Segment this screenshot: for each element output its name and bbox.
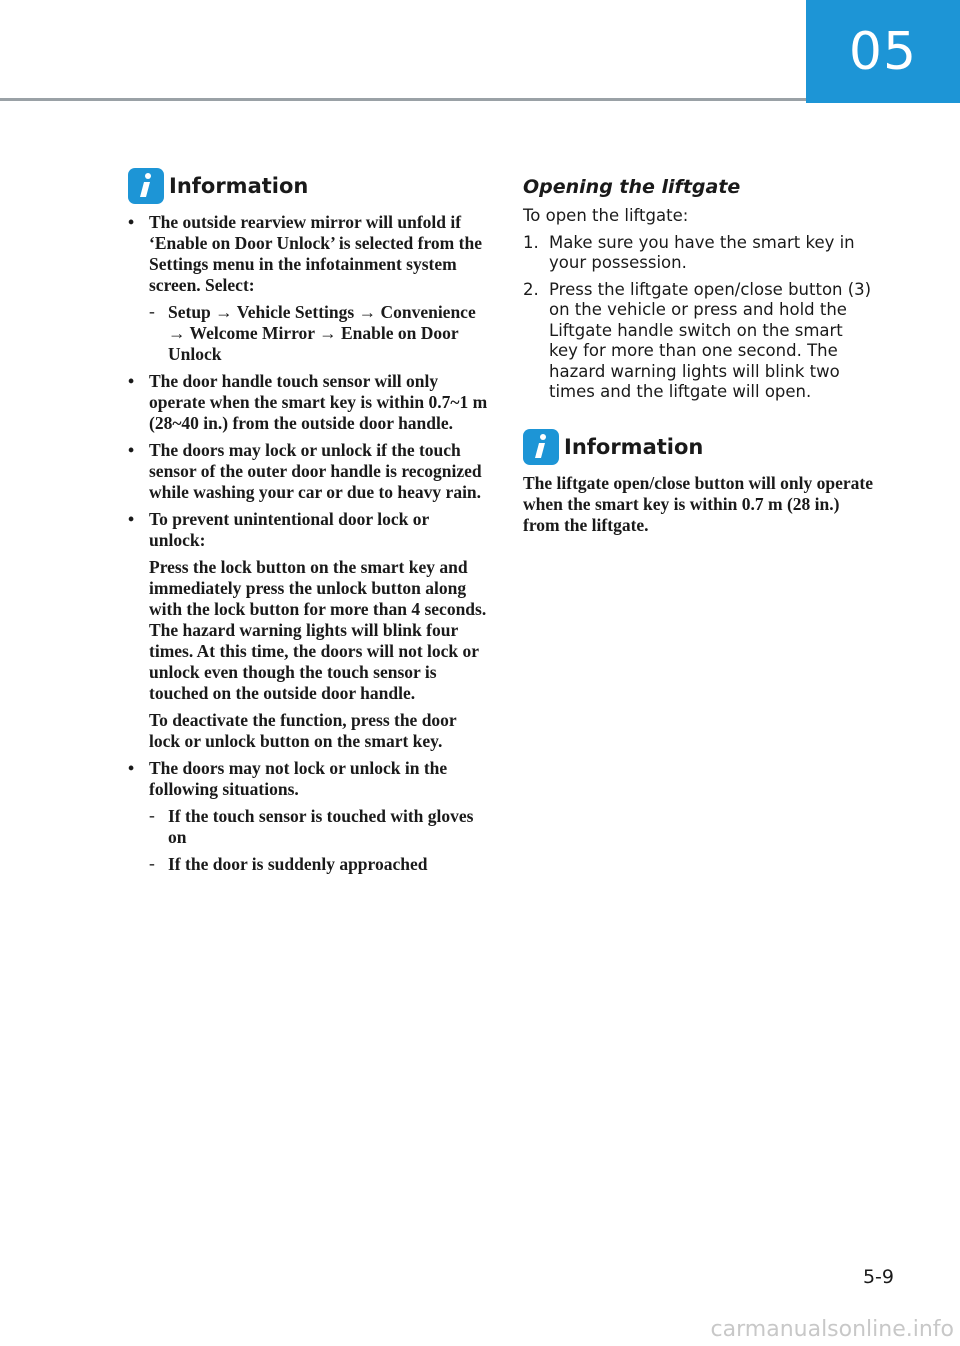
list-item (128, 212, 488, 365)
info-icon (128, 168, 164, 204)
steps-list (523, 233, 873, 403)
left-column (128, 168, 488, 881)
bullet-paragraph: To deactivate the function, press the door lock or unlock button on the smart key. (149, 710, 457, 751)
sub-list (149, 806, 488, 875)
step-item (523, 280, 873, 403)
dash-mark: - (149, 853, 155, 873)
bullet-mark: • (128, 758, 135, 778)
sub-item (149, 854, 488, 875)
list-item (128, 440, 488, 503)
bullet-text: The doors may not lock or unlock in the following situations. (149, 758, 448, 799)
watermark: carmanualsonline.info (710, 1317, 954, 1342)
list-item (128, 509, 488, 752)
bullet-text: The doors may lock or unlock if the touch sensor of the outer door handle is recognized while washing your car or due to heavy rain. (149, 440, 482, 502)
list-item (128, 758, 488, 875)
sub-text: Setup → Vehicle Settings → Convenience → Welcome Mirror → Enable on Door Unlock (168, 302, 476, 364)
info-icon (523, 429, 559, 465)
step-text: Make sure you have the smart key in your possession. (549, 232, 855, 272)
info-title: Information (169, 174, 309, 198)
bullet-mark: • (128, 440, 135, 460)
right-column (523, 168, 873, 536)
bullet-mark: • (128, 212, 135, 232)
sub-text: If the touch sensor is touched with gloves on (168, 806, 474, 847)
intro-text: To open the liftgate: (523, 206, 689, 225)
bullet-text: To prevent unintentional door lock or unlock: (149, 509, 429, 550)
header-rule (0, 98, 806, 101)
section-title: Opening the liftgate (523, 176, 741, 198)
step-number: 2. (523, 279, 539, 299)
sub-list (149, 302, 488, 365)
bullet-mark: • (128, 371, 135, 391)
sub-item (149, 806, 488, 848)
sub-item (149, 302, 488, 365)
info-text: The liftgate open/close button will only operate when the smart key is within 0.7 m (28 in.) from the liftgate. (523, 472, 873, 535)
bullet-text: The outside rearview mirror will unfold if ‘Enable on Door Unlock’ is selected from the Settings menu in the infotainment system screen. Select: (149, 212, 482, 295)
step-item (523, 233, 873, 274)
dash-mark: - (149, 301, 155, 321)
info-box-header (523, 429, 873, 465)
info-title: Information (564, 434, 704, 459)
chapter-tab (806, 0, 960, 103)
chapter-number: 05 (848, 21, 918, 82)
sub-text: If the door is suddenly approached (168, 854, 428, 874)
info-box (523, 429, 873, 536)
step-number: 1. (523, 232, 539, 252)
list-item (128, 371, 488, 434)
bullet-text: The door handle touch sensor will only operate when the smart key is within 0.7~1 m (28~40 in.) from the outside door handle. (149, 371, 488, 433)
info-box-header (128, 168, 488, 204)
info-bullet-list (128, 212, 488, 875)
bullet-paragraph: Press the lock button on the smart key and immediately press the unlock button along with the lock button for more than 4 seconds. The hazard warning lights will blink four times. At this time, the doors will not lock or unlock even though the touch sensor is touched on the outside door handle. (149, 557, 487, 703)
bullet-mark: • (128, 509, 135, 529)
page-number: 5-9 (862, 1266, 894, 1288)
step-text: Press the liftgate open/close button (3) on the vehicle or press and hold the Liftgate handle switch on the smart key for more than one second. The hazard warning lights will blink two times and the liftgate will open. (549, 279, 872, 401)
dash-mark: - (149, 805, 155, 825)
